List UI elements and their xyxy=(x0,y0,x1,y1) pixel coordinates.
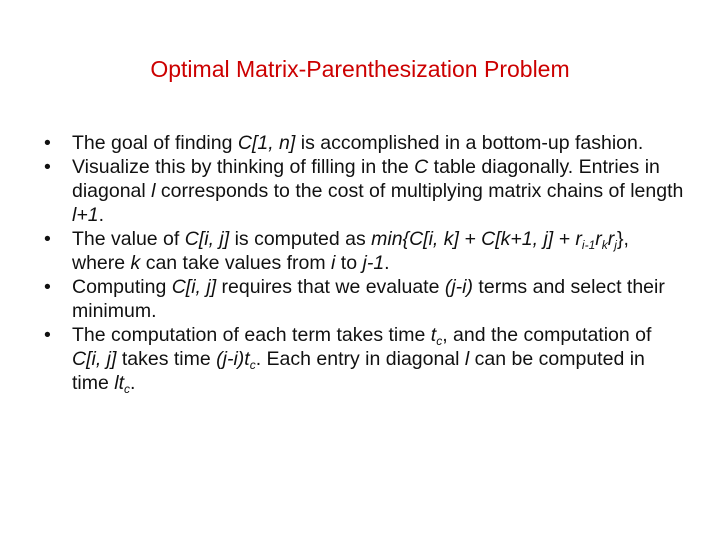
text-run: table diagonally. Entries in diagonal xyxy=(72,156,660,202)
bullet-icon: • xyxy=(44,228,51,250)
text-run: terms and select their minimum. xyxy=(72,276,665,322)
math-run: l xyxy=(464,348,470,370)
math-run: (j-i) xyxy=(444,276,474,298)
math-run: C[i, j] xyxy=(171,276,217,298)
text-run: Visualize this by thinking of filling in the xyxy=(72,156,415,178)
text-run: The value of xyxy=(72,228,185,250)
slide-title: Optimal Matrix-Parenthesization Problem xyxy=(150,56,570,82)
bullet-icon: • xyxy=(44,132,51,154)
text-run: . Each entry in diagonal xyxy=(255,348,465,370)
subscript: i-1 xyxy=(581,238,596,252)
text-run: . xyxy=(130,372,136,394)
math-run: k xyxy=(130,252,141,274)
text-run: . xyxy=(98,204,104,226)
math-run: min{C[i, k] + C[k+1, j] + r xyxy=(371,228,582,250)
bullet-item-2 xyxy=(44,155,684,227)
text-run: can take values from xyxy=(140,252,332,274)
math-run: C[i, j] xyxy=(184,228,230,250)
math-run: C[1, n] xyxy=(237,132,296,154)
bullet-list xyxy=(44,131,684,395)
bullet-icon: • xyxy=(44,276,51,298)
math-run: t xyxy=(430,324,437,346)
text-run: can be computed in time xyxy=(72,348,645,394)
math-run: lt xyxy=(114,372,125,394)
bullet-item-3 xyxy=(44,227,684,275)
bullet-icon: • xyxy=(44,156,51,178)
text-run: requires that we evaluate xyxy=(216,276,445,298)
math-run: r xyxy=(595,228,602,250)
text-run: The goal of finding xyxy=(72,132,238,154)
subscript: j xyxy=(614,238,617,252)
subscript: c xyxy=(249,358,256,372)
text-run: takes time xyxy=(116,348,217,370)
math-run: j-1 xyxy=(362,252,385,274)
math-run: l+1 xyxy=(72,204,99,226)
text-run: , and the computation of xyxy=(442,324,652,346)
bullet-item-4 xyxy=(44,275,684,323)
math-run: i xyxy=(331,252,336,274)
subscript: c xyxy=(124,382,131,396)
text-run: is accomplished in a bottom-up fashion. xyxy=(295,132,644,154)
bullet-item-1 xyxy=(44,131,684,155)
text-run: is computed as xyxy=(229,228,372,250)
math-run: r xyxy=(607,228,615,250)
text-run: corresponds to the cost of multiplying matrix chains of length xyxy=(155,180,684,202)
text-run: The computation of each term takes time xyxy=(72,324,431,346)
text-run: . xyxy=(384,252,390,274)
bullet-item-5 xyxy=(44,323,684,395)
text-run: }, where xyxy=(72,228,629,274)
subscript: k xyxy=(601,238,608,252)
bullet-icon: • xyxy=(44,324,51,346)
math-run: (j-i)t xyxy=(216,348,250,370)
subscript: c xyxy=(436,334,443,348)
math-run: C[i, j] xyxy=(72,348,117,370)
math-run: C xyxy=(414,156,429,178)
text-run: to xyxy=(335,252,363,274)
math-run: l xyxy=(151,180,156,202)
text-run: Computing xyxy=(72,276,172,298)
